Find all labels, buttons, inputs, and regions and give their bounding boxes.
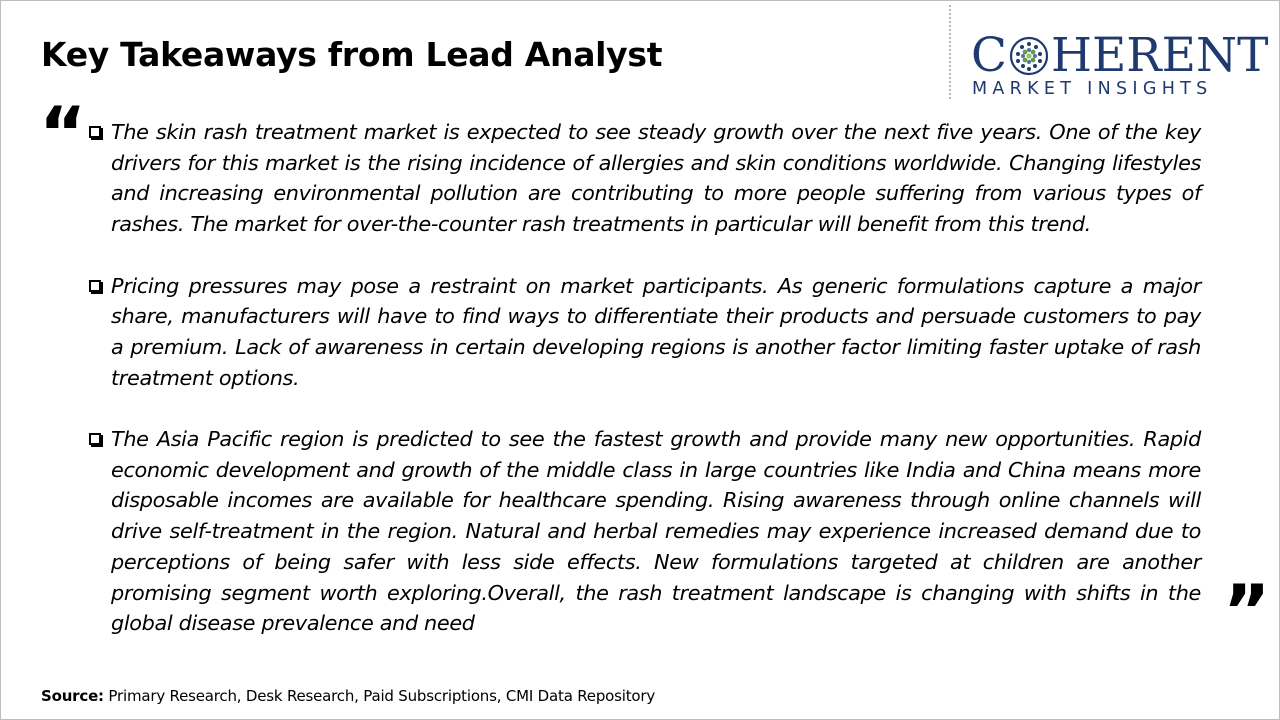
header-divider <box>949 5 951 99</box>
takeaway-text: The Asia Pacific region is predicted to see the fastest growth and provide many new opportunities. Rapid economic development and growth of the middle class in large countries like India and China means more disposable incomes are available for healthcare spending. Rising awareness through online channels will drive self-treatment in the region. Natural and herbal remedies may experience increased demand due to perceptions of being safer with less side effects. New formulations targeted at children are another promising segment worth exploring.Overall, the rash treatment landscape is changing with shifts in the global disease prevalence and need <box>111 427 1201 636</box>
checkbox-bullet-icon <box>89 280 101 292</box>
list-item <box>87 117 1201 240</box>
takeaway-text: The skin rash treatment market is expected to see steady growth over the next five years. One of the key drivers for this market is the rising incidence of allergies and skin conditions worldwide. Changing lifestyles and increasing environmental pollution are contributing to more people suffering from various types of rashes. The market for over-the-counter rash treatments in particular will benefit from this trend. <box>111 120 1201 237</box>
open-quote-icon: “ <box>39 91 87 175</box>
logo-tagline: MARKET INSIGHTS <box>972 79 1213 99</box>
source-label: Source: <box>41 687 104 705</box>
close-quote-icon: ” <box>1223 569 1271 653</box>
list-item <box>87 424 1201 639</box>
company-logo <box>971 28 1269 101</box>
globe-icon <box>1009 36 1049 76</box>
logo-letter-c: C <box>971 28 1007 83</box>
takeaway-text: Pricing pressures may pose a restraint on market participants. As generic formulations capture a major share, manufacturers will have to find ways to differentiate their products and persuade customers to pay a premium. Lack of awareness in certain developing regions is another factor limiting faster uptake of rash treatment options. <box>111 273 1201 390</box>
source-note <box>41 687 655 705</box>
logo-letters-herent: HERENT <box>1050 28 1269 83</box>
page-title: Key Takeaways from Lead Analyst <box>41 35 663 74</box>
logo-wordmark <box>971 28 1269 83</box>
checkbox-bullet-icon <box>89 433 101 445</box>
list-item <box>87 271 1201 394</box>
takeaways-list <box>87 117 1201 639</box>
source-text: Primary Research, Desk Research, Paid Subscriptions, CMI Data Repository <box>103 687 656 705</box>
checkbox-bullet-icon <box>89 126 101 138</box>
